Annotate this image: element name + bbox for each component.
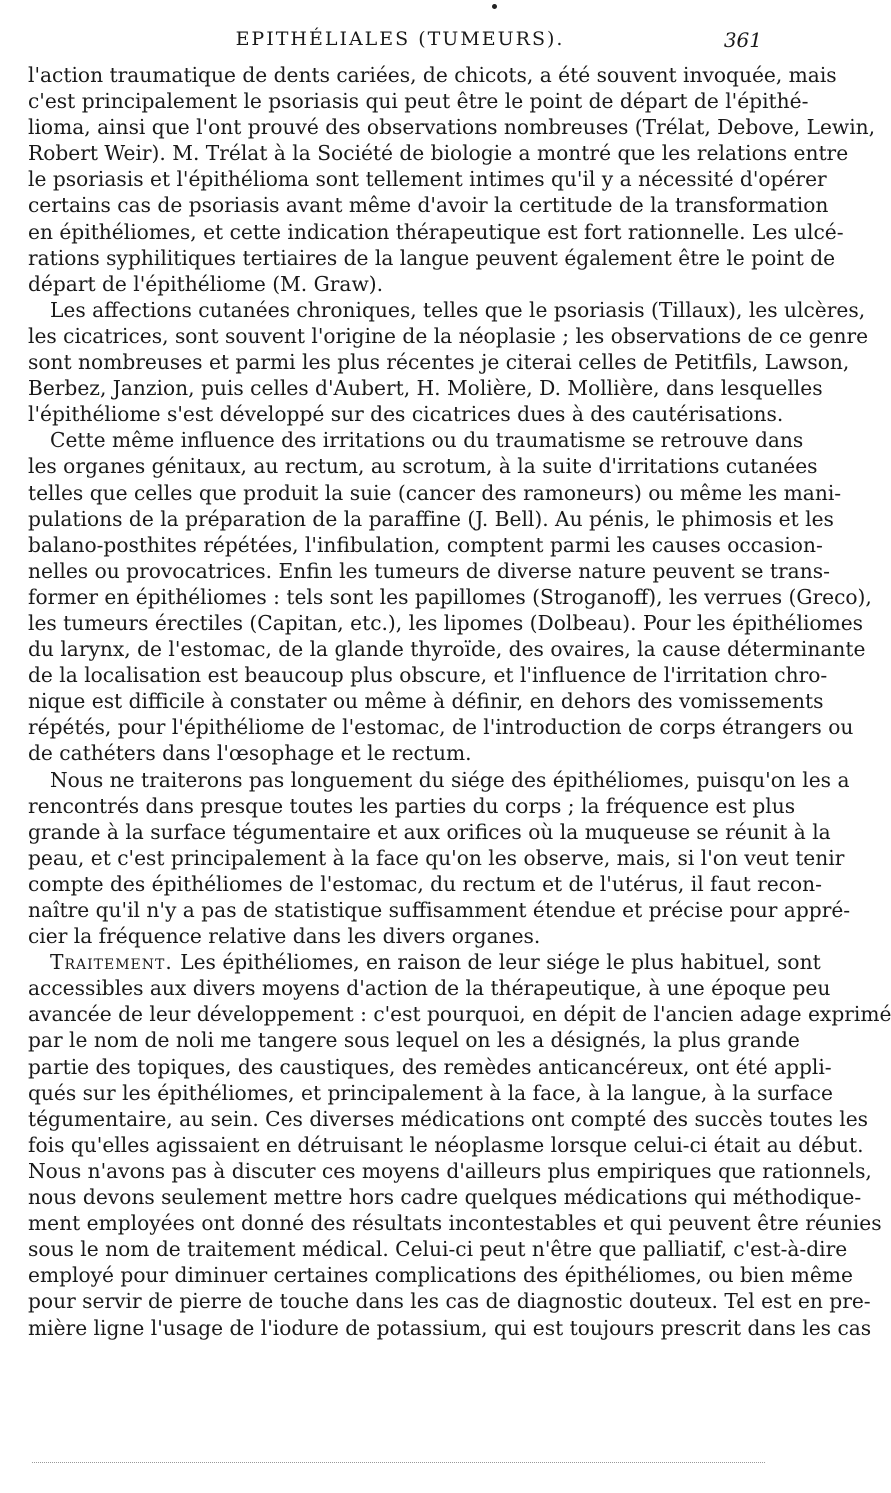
text-line <box>28 271 761 297</box>
line-text: les organes génitaux, au rectum, au scrotum, à la suite d'irritations cutanées <box>28 454 818 479</box>
text-line <box>28 1001 891 1027</box>
line-text: rencontrés dans presque toutes les parties du corps ; la fréquence est plus <box>28 793 796 818</box>
line-text: Berbez, Janzion, puis celles d'Aubert, H. Molière, D. Mollière, dans lesquelles <box>28 376 823 401</box>
line-text: balano-posthites répétées, l'infibulation, comptent parmi les causes occasion- <box>28 532 823 557</box>
ink-dot <box>492 4 497 9</box>
text-line <box>28 897 851 923</box>
text-line <box>28 610 864 636</box>
line-text: Robert Weir). M. Trélat à la Société de biologie a montré que les relations entre <box>28 141 849 166</box>
text-line <box>28 558 830 584</box>
body-text <box>28 62 891 1341</box>
line-text: Les épithéliomes, en raison de leur siége le plus habituel, sont <box>180 950 821 975</box>
line-text: en épithéliomes, et cette indication thérapeutique est fort rationnelle. Les ulcé- <box>28 219 844 244</box>
text-line <box>28 245 836 271</box>
text-line <box>28 688 824 714</box>
text-line <box>28 819 831 845</box>
line-text: fois qu'elles agissaient en détruisant le néoplasme lorsque celui-ci était au début. <box>28 1132 864 1157</box>
text-line <box>28 62 837 88</box>
text-line <box>28 1210 882 1236</box>
text-line <box>28 662 828 688</box>
line-text: le psoriasis et l'épithélioma sont tellement intimes qu'il y a nécessité d'opérer <box>28 167 827 192</box>
line-text: de cathéters dans l'œsophage et le rectum. <box>28 741 472 766</box>
text-line <box>28 1106 869 1132</box>
text-line <box>28 375 823 401</box>
text-line <box>28 1184 862 1210</box>
text-line <box>28 1315 872 1341</box>
text-line <box>28 401 784 427</box>
line-text: mière ligne l'usage de l'iodure de potassium, qui est toujours prescrit dans les cas <box>28 1315 872 1340</box>
text-line <box>28 584 872 610</box>
text-line <box>28 1054 832 1080</box>
line-text: employé pour diminuer certaines complications des épithéliomes, ou bien même <box>28 1263 853 1288</box>
page-number: 361 <box>723 28 762 52</box>
text-line <box>28 1158 872 1184</box>
text-line <box>28 323 869 349</box>
line-text: pulations de la préparation de la paraffine (J. Bell). Au pénis, le phimosis et les <box>28 506 834 531</box>
line-text: tégumentaire, au sein. Ces diverses médications ont compté des succès toutes les <box>28 1106 869 1131</box>
text-line <box>28 1236 848 1262</box>
text-line <box>28 166 827 192</box>
line-text: naître qu'il n'y a pas de statistique suffisamment étendue et précise pour appré- <box>28 898 851 922</box>
page-header <box>30 28 770 54</box>
line-text: certains cas de psoriasis avant même d'avoir la certitude de la transformation <box>28 193 829 218</box>
text-line <box>28 845 845 871</box>
line-text: avancée de leur développement : c'est pourquoi, en dépit de l'ancien adage exprimé <box>28 1002 891 1027</box>
text-line <box>28 349 850 375</box>
text-line <box>28 427 804 453</box>
text-line <box>28 192 829 218</box>
line-text: nique est difficile à constater ou même à définir, en dehors des vomissements <box>28 689 824 714</box>
line-text: lioma, ainsi que l'ont prouvé des observations nombreuses (Trélat, Debove, Lewin, <box>28 115 876 140</box>
line-text: Les affections cutanées chroniques, telles que le psoriasis (Tillaux), les ulcères, <box>50 297 866 322</box>
footer-rule <box>32 1462 765 1463</box>
section-heading: Traitement. <box>50 950 181 975</box>
line-text: sont nombreuses et parmi les plus récentes je citerai celles de Petitfils, Lawson, <box>28 350 850 375</box>
line-text: rations syphilitiques tertiaires de la langue peuvent également être le point de <box>28 245 836 270</box>
line-text: Nous ne traiterons pas longuement du siége des épithéliomes, puisqu'on les a <box>50 767 850 792</box>
text-line <box>28 1132 864 1158</box>
line-text: peau, et c'est principalement à la face qu'on les observe, mais, si l'on veut tenir <box>28 845 845 870</box>
line-text: former en épithéliomes : tels sont les papillomes (Stroganoff), les verrues (Greco), <box>28 584 872 609</box>
text-line <box>28 480 842 506</box>
text-line <box>28 140 849 166</box>
line-text: telles que celles que produit la suie (cancer des ramoneurs) ou même les mani- <box>28 480 842 505</box>
line-text: c'est principalement le psoriasis qui peut être le point de départ de l'épithé- <box>28 89 809 114</box>
text-line <box>28 714 854 740</box>
text-line <box>28 1288 871 1314</box>
text-line <box>28 453 818 479</box>
line-text: grande à la surface tégumentaire et aux orifices où la muqueuse se réunit à la <box>28 819 831 844</box>
text-line <box>28 532 823 558</box>
line-text: Nous n'avons pas à discuter ces moyens d'ailleurs plus empiriques que rationnels, <box>28 1158 872 1183</box>
line-text: Cette même influence des irritations ou du traumatisme se retrouve dans <box>50 428 804 453</box>
line-text: de la localisation est beaucoup plus obscure, et l'influence de l'irritation chro- <box>28 663 828 688</box>
line-text: les cicatrices, sont souvent l'origine de la néoplasie ; les observations de ce genre <box>28 323 869 348</box>
running-title: EPITHÉLIALES (TUMEURS). <box>235 28 565 50</box>
line-text: compte des épithéliomes de l'estomac, du rectum et de l'utérus, il faut recon- <box>28 871 822 896</box>
line-text: du larynx, de l'estomac, de la glande thyroïde, des ovaires, la cause déterminante <box>28 637 866 662</box>
text-line <box>28 114 876 140</box>
line-text: par le nom de noli me tangere sous lequel on les a désignés, la plus grande <box>28 1028 800 1053</box>
text-line <box>28 975 831 1001</box>
line-text: les tumeurs érectiles (Capitan, etc.), les lipomes (Dolbeau). Pour les épithéliomes <box>28 610 864 635</box>
text-line <box>28 1080 833 1106</box>
text-line <box>28 767 850 793</box>
text-line <box>28 506 834 532</box>
line-text: l'épithéliome s'est développé sur des cicatrices dues à des cautérisations. <box>28 402 784 427</box>
line-text: nelles ou provocatrices. Enfin les tumeurs de diverse nature peuvent se trans- <box>28 558 830 583</box>
text-line <box>28 949 821 975</box>
text-line <box>28 1262 853 1288</box>
line-text: qués sur les épithéliomes, et principalement à la face, à la langue, à la surface <box>28 1080 833 1105</box>
line-text: ment employées ont donné des résultats incontestables et qui peuvent être réunies <box>28 1211 882 1236</box>
text-line <box>28 219 844 245</box>
line-text: nous devons seulement mettre hors cadre quelques médications qui méthodique- <box>28 1185 862 1210</box>
text-line <box>28 793 796 819</box>
text-line <box>28 636 866 662</box>
line-text: pour servir de pierre de touche dans les cas de diagnostic douteux. Tel est en pre- <box>28 1289 871 1314</box>
line-text: partie des topiques, des caustiques, des remèdes anticancéreux, ont été appli- <box>28 1054 832 1079</box>
line-text: l'action traumatique de dents cariées, de chicots, a été souvent invoquée, mais <box>28 63 837 87</box>
text-line <box>28 740 761 766</box>
line-text: sous le nom de traitement médical. Celui-ci peut n'être que palliatif, c'est-à-dire <box>28 1237 848 1262</box>
line-text: départ de l'épithéliome (M. Graw). <box>28 271 384 296</box>
line-text: cier la fréquence relative dans les divers organes. <box>28 924 541 949</box>
line-text: répétés, pour l'épithéliome de l'estomac, de l'introduction de corps étrangers ou <box>28 715 854 740</box>
line-text: accessibles aux divers moyens d'action de la thérapeutique, à une époque peu <box>28 976 831 1001</box>
text-line <box>28 1027 800 1053</box>
text-line <box>28 871 822 897</box>
text-line <box>28 88 809 114</box>
text-line <box>28 923 761 949</box>
text-line <box>28 297 866 323</box>
